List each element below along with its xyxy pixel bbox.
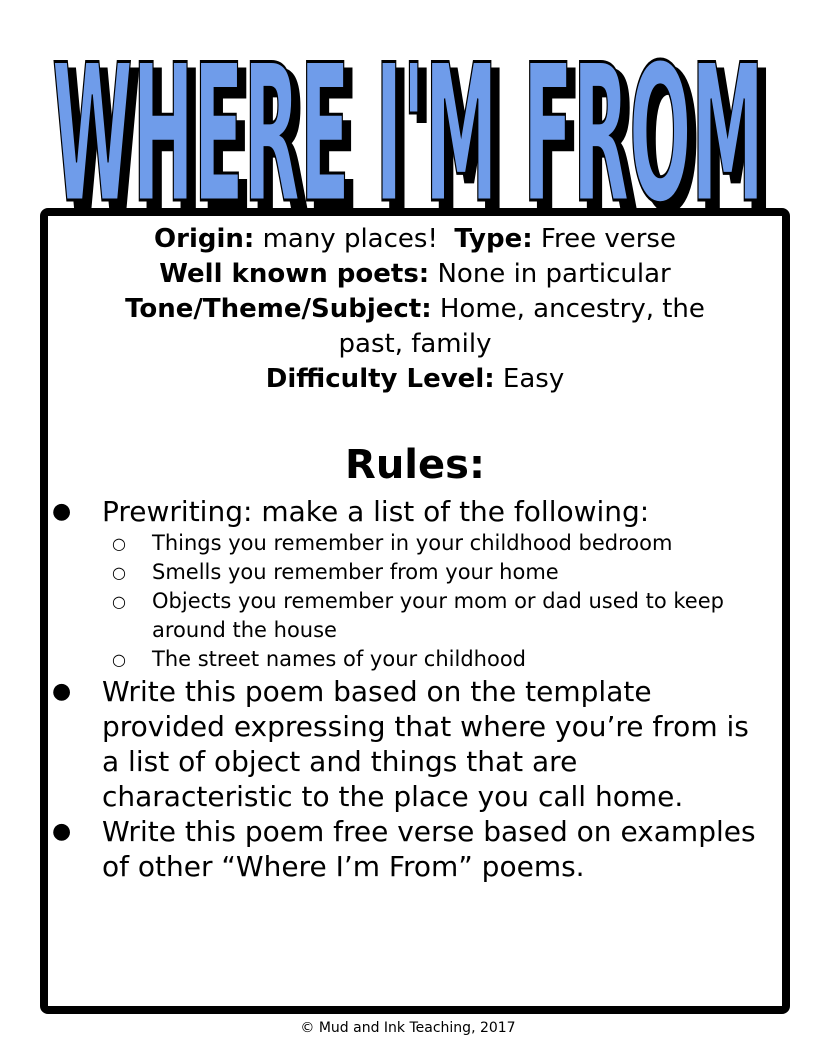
origin-label: Origin: [154, 224, 255, 254]
difficulty-value: Easy [502, 364, 565, 394]
rule-item [52, 494, 772, 674]
type-value: Free verse [540, 224, 676, 254]
origin-value: many places! [262, 224, 438, 254]
rule-item: ● Write this poem based on the template provided expressing that where you’re from is a list of object and things that are characteristic to the place you call home. [52, 674, 772, 814]
rules-list [52, 494, 772, 884]
poets-value: None in particular [437, 259, 671, 289]
rules-heading: Rules: [345, 442, 485, 488]
sub-item: ○ Things you remember in your childhood bedroom [102, 529, 772, 558]
sub-item: ○ Smells you remember from your home [102, 558, 772, 587]
poem-info [48, 222, 782, 397]
theme-value-2: past, family [338, 329, 492, 359]
rule-text: Prewriting: make a list of the following: [102, 495, 650, 528]
theme-label: Tone/Theme/Subject: [125, 294, 432, 324]
page-title: WHERE I'M FROM [52, 32, 764, 227]
poets-line [48, 257, 782, 292]
title-banner [34, 32, 784, 227]
prewriting-sublist [102, 529, 772, 674]
difficulty-line [48, 362, 782, 397]
rule-item: ● Write this poem free verse based on examples of other “Where I’m From” poems. [52, 814, 772, 884]
theme-line [48, 292, 782, 327]
title-shadow: WHERE I'M FROM [60, 32, 772, 227]
type-label: Type: [454, 224, 533, 254]
theme-line-2 [48, 327, 782, 362]
sub-item: ○ The street names of your childhood [102, 645, 772, 674]
copyright-footer: © Mud and Ink Teaching, 2017 [300, 1020, 516, 1036]
sub-item: ○ Objects you remember your mom or dad used to keep around the house [102, 587, 772, 645]
theme-value-1: Home, ancestry, the [439, 294, 705, 324]
origin-type-line [48, 222, 782, 257]
poets-label: Well known poets: [159, 259, 430, 289]
difficulty-label: Difficulty Level: [265, 364, 495, 394]
